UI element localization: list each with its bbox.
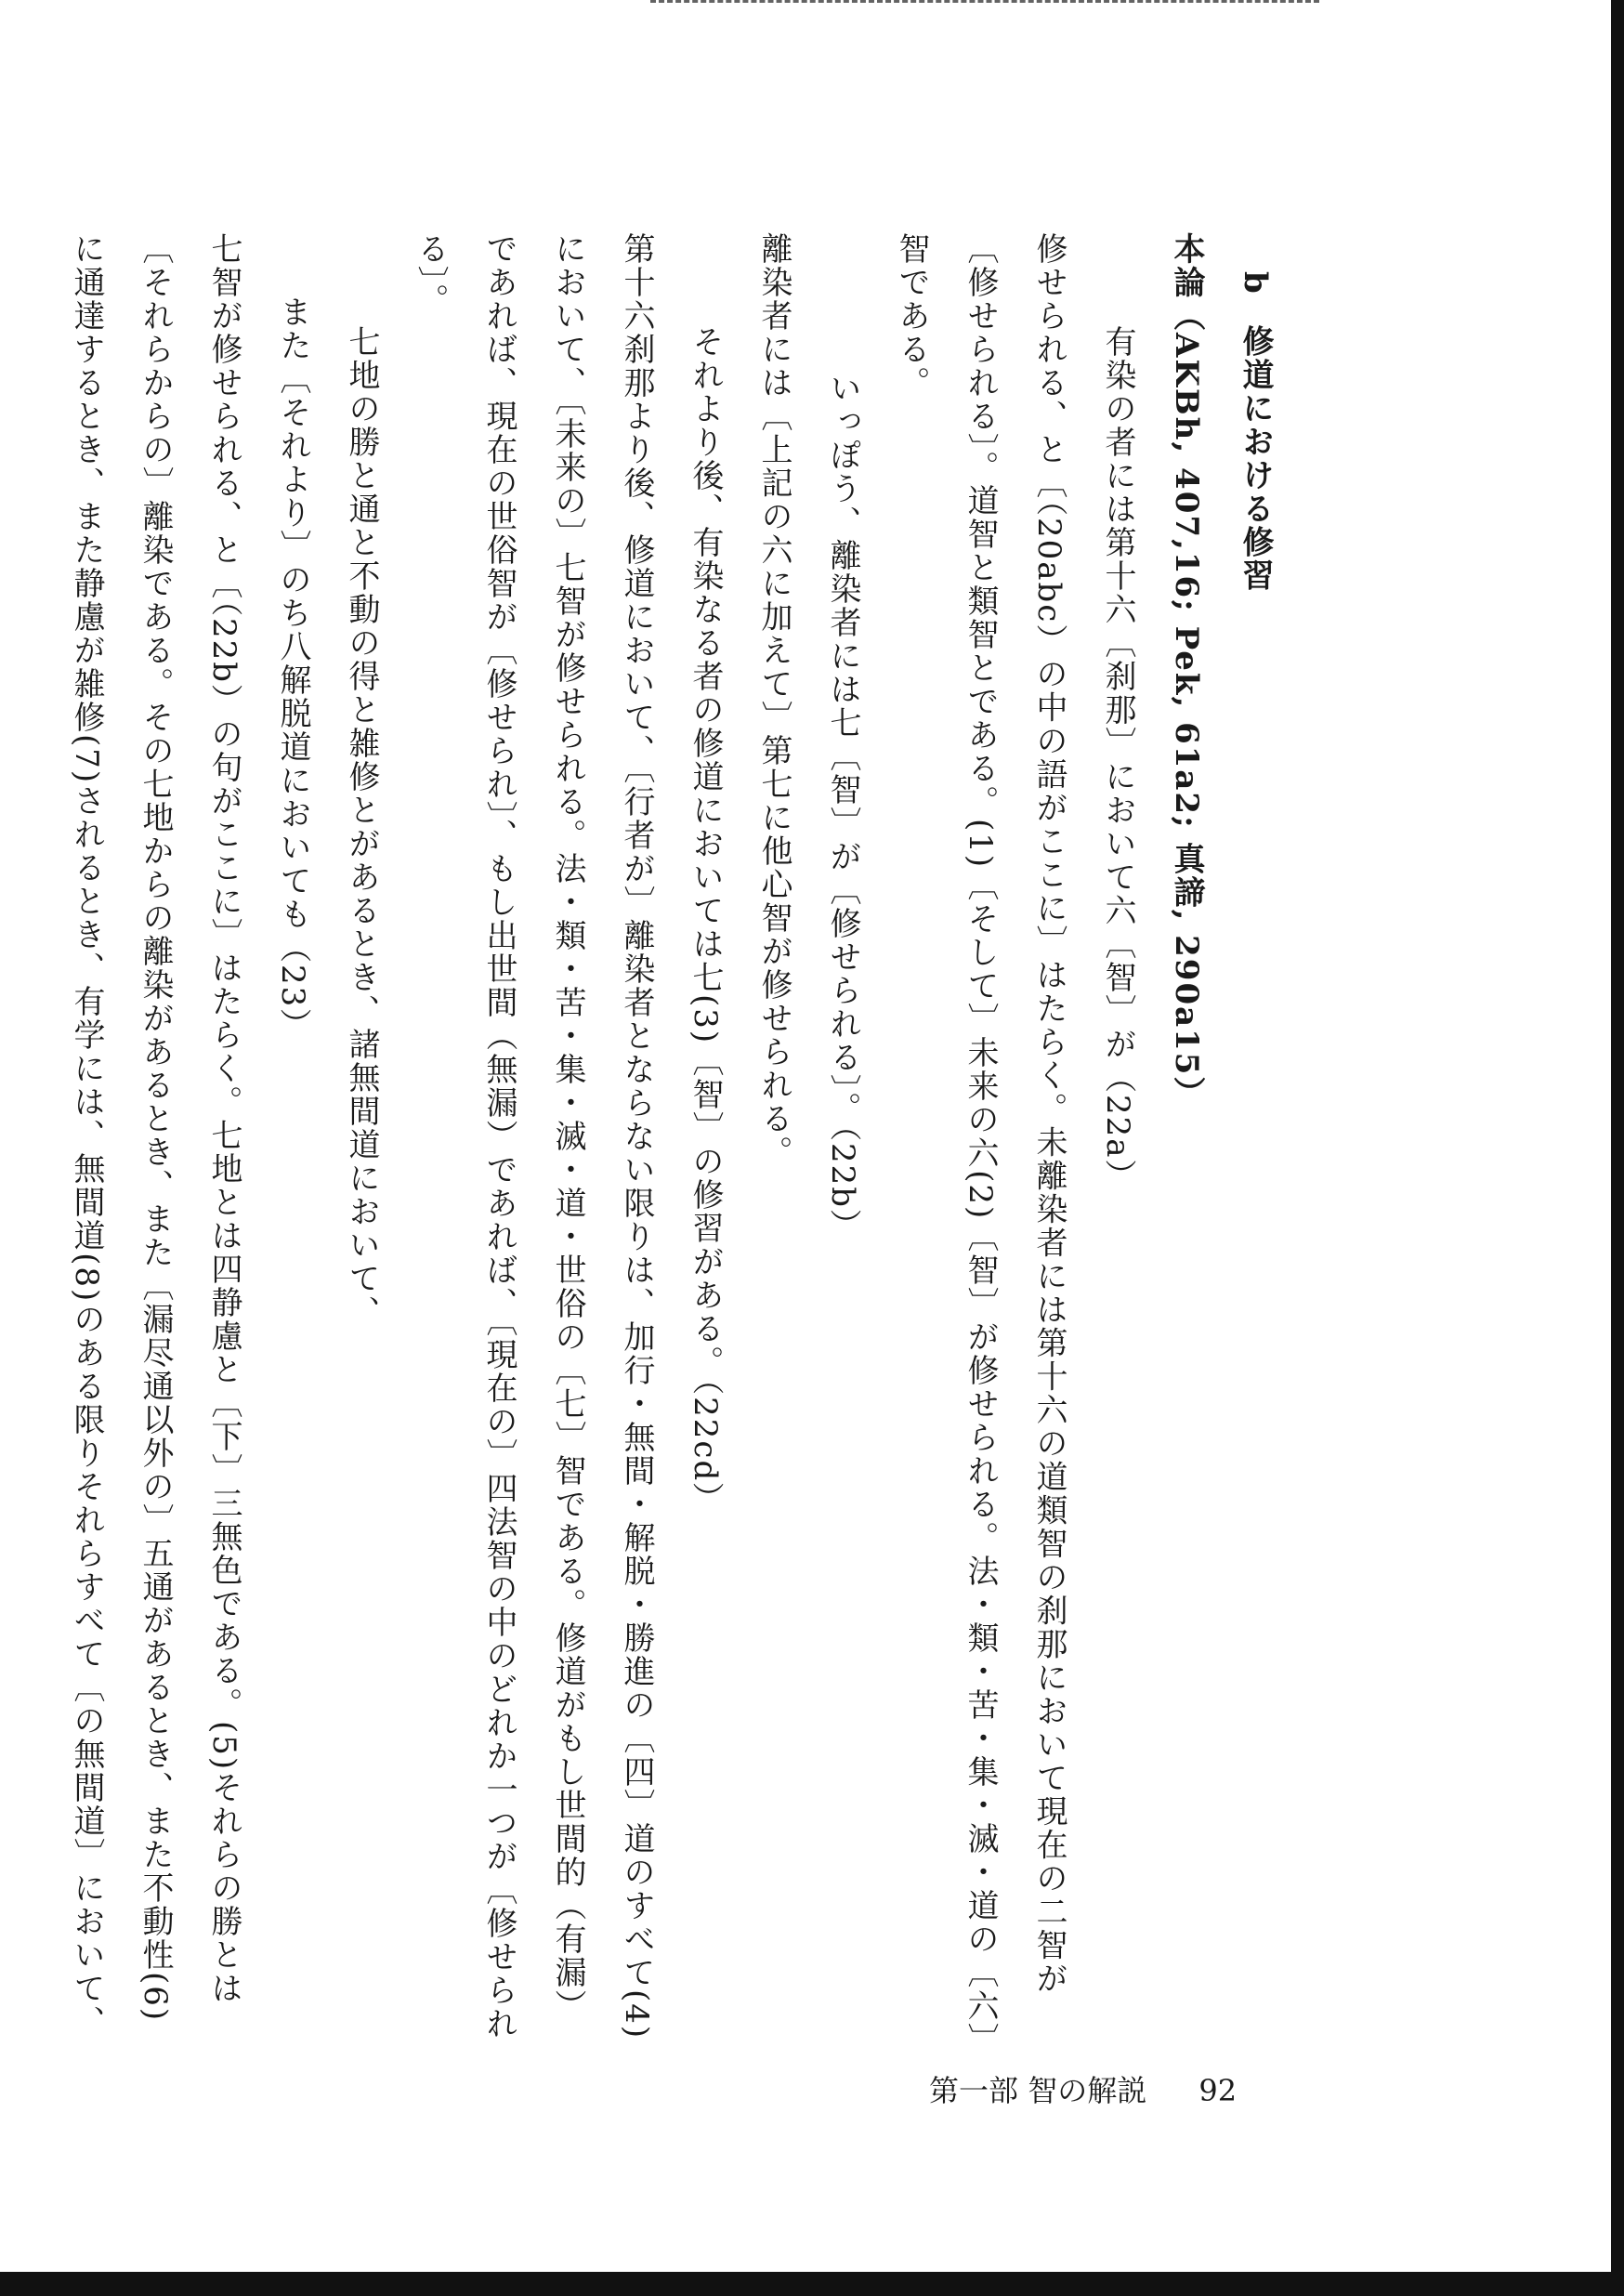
scan-top-residue <box>650 0 1319 8</box>
verse-22a: 有染の者には第十六〔刹那〕において六〔智〕が（22a） <box>1099 325 1136 1193</box>
page-number: 92 <box>1198 2073 1238 2108</box>
commentary-22b: 離染者には〔上記の六に加えて〕第七に他心智が修せられる。 <box>755 232 792 1169</box>
footer-part: 第一部 <box>929 2073 1019 2108</box>
source-reference: 本論（AKBh, 407,16; Pek, 61a2; 真諦, 290a15） <box>1168 232 1205 1110</box>
section-heading <box>1221 232 1290 2044</box>
scan-border-right <box>1611 0 1624 2296</box>
verse-23-line2: また〔それより〕のち八解脱道においても（23） <box>274 295 311 1043</box>
verse-22cd: それより後、有染なる者の修道においては七(3)〔智〕の修習がある。（22cd） <box>687 325 724 1516</box>
running-footer <box>929 2067 1237 2110</box>
section-letter: b <box>1237 271 1274 295</box>
section-title: 修道における修習 <box>1237 324 1274 593</box>
verse-22b: いっぽう、離染者には七〔智〕が〔修せられる〕。（22b） <box>824 372 861 1243</box>
footer-title: 智の解説 <box>1028 2073 1147 2108</box>
verse-23-line1: 七地の勝と通と不動の得と雑修とがあるとき、諸無間道において、 <box>343 325 380 1329</box>
scan-border-bottom <box>0 2272 1624 2296</box>
commentary-23: 七智が修せられる、と〔（22b）の句がここに〕はたらく。七地とは四静慮と〔下〕三無色である。(5)それらの勝とは〔それらからの〕離染である。その七地からの離染があるとき、また〔漏尽通以外の〕五通があるとき、また不動性(6)に通達するとき、また静慮が雑修(7)されるとき、有学には、無間道(8)のある限りそれらすべて〔の無間道〕において、 <box>68 232 242 2040</box>
commentary-22a: 修せられる、と〔（20abc）の中の語がここに〕はたらく。未離染者には第十六の道類智の刹那において現在の二智が〔修せられる〕。道智と類智とである。(1)〔そして〕未来の六(2)〔智〕が修せられる。法・類・苦・集・滅・道の〔六〕智である。 <box>893 232 1067 2041</box>
commentary-22cd: 第十六刹那より後、修道において、〔行者が〕離染者とならない限りは、加行・無間・解脱・勝進の〔四〕道のすべて(4)において、〔未来の〕七智が修せられる。法・類・苦・集・滅・道・世俗の〔七〕智である。修道がもし世間的（有漏）であれば、現在の世俗智が〔修せられ〕、もし出世間（無漏）であれば、〔現在の〕四法智の中のどれか一つが〔修せられる〕。 <box>412 232 655 2040</box>
vertical-text-body <box>52 232 1290 2044</box>
